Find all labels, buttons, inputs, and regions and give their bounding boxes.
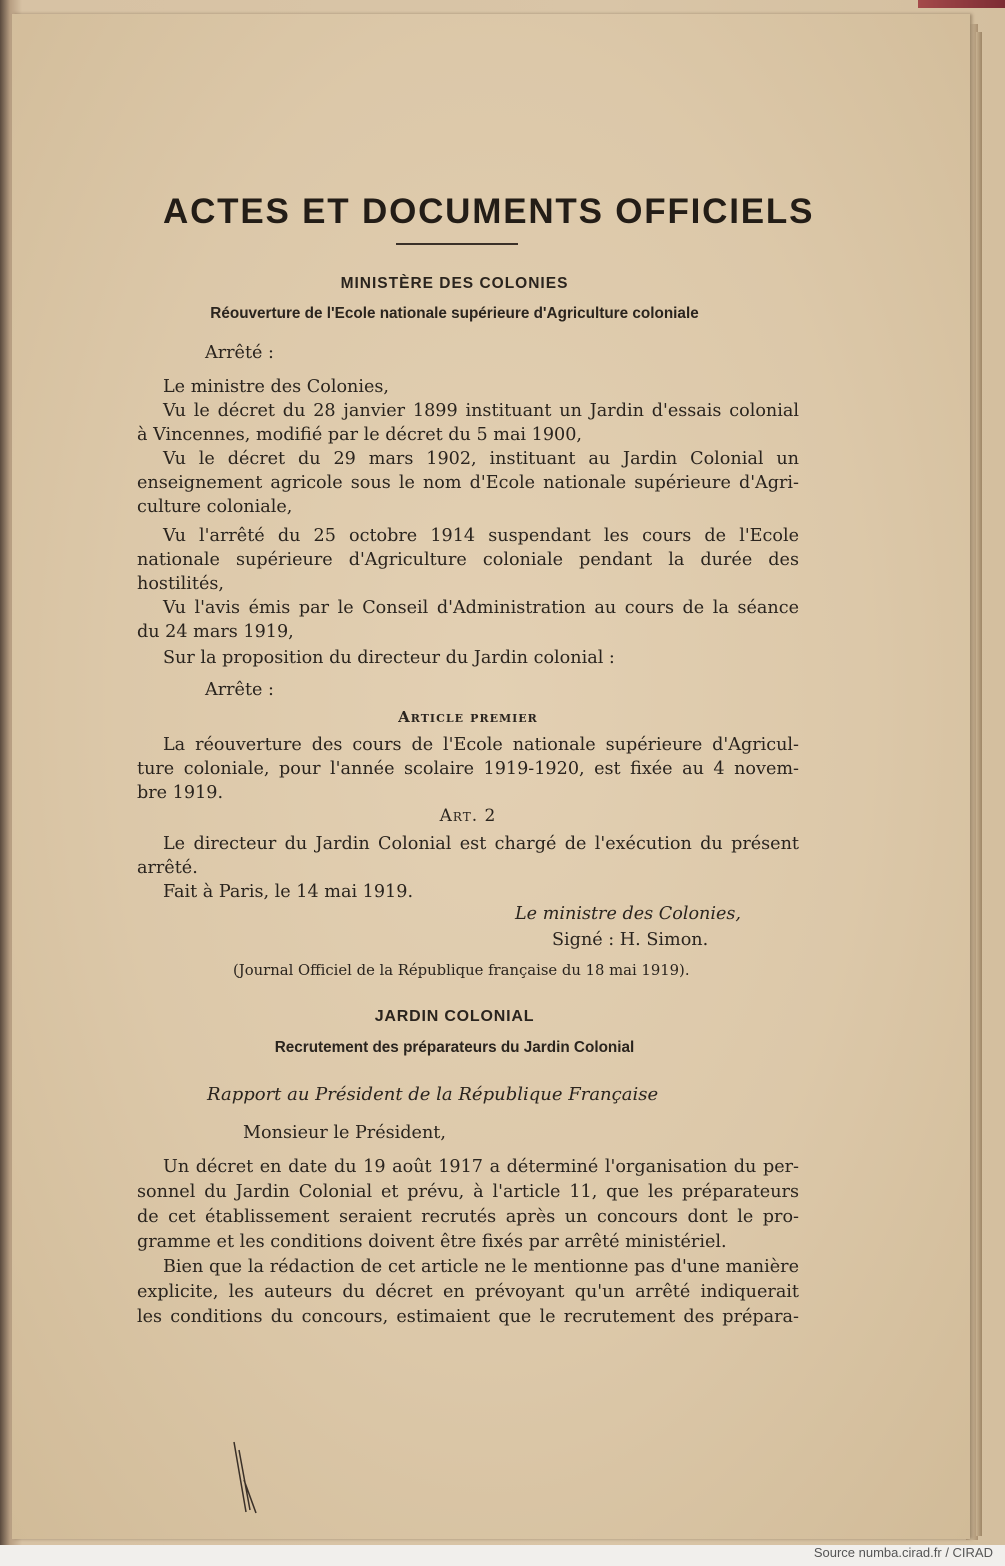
article-heading: Art. 2 — [439, 806, 497, 826]
text-line: culture coloniale, — [137, 497, 293, 517]
report-title: Rapport au Président de la République Française — [207, 1084, 659, 1105]
text-line: ture coloniale, pour l'année scolaire 1919-1920, est fixée au 4 novem- — [137, 759, 799, 779]
text-line: Sur la proposition du directeur du Jardin colonial : — [163, 648, 615, 668]
text-line: Vu l'arrêté du 25 octobre 1914 suspendant les cours de l'Ecole — [163, 526, 799, 546]
salutation: Monsieur le Président, — [243, 1123, 446, 1143]
section2-subheading: Recrutement des préparateurs du Jardin Colonial — [274, 1039, 635, 1056]
text-line: les conditions du concours, estimaient que le recrutement des prépara- — [137, 1307, 799, 1327]
signature: Signé : H. Simon. — [552, 930, 709, 950]
text-line: La réouverture des cours de l'Ecole nationale supérieure d'Agricul- — [163, 735, 799, 755]
text-line: bre 1919. — [137, 783, 224, 803]
text-line: de cet établissement seraient recrutés après un concours dont le pro- — [137, 1207, 799, 1227]
text-line: explicite, les auteurs du décret en prévoyant qu'un arrêté indiquerait — [137, 1282, 799, 1302]
date-line: Fait à Paris, le 14 mai 1919. — [163, 882, 414, 902]
text-line: Vu l'avis émis par le Conseil d'Administration au cours de la séance — [163, 598, 799, 618]
binding-mark — [918, 0, 1005, 8]
text-line: Le directeur du Jardin Colonial est chargé de l'exécution du présent — [163, 834, 799, 854]
page-edge-inner — [976, 32, 982, 1536]
source-credit: Source numba.cirad.fr / CIRAD — [813, 1545, 993, 1560]
arrete-label: Arrête : — [205, 680, 274, 700]
page-title: ACTES ET DOCUMENTS OFFICIELS — [163, 192, 815, 231]
article-heading: Article premier — [398, 708, 538, 726]
arrete-label: Arrêté : — [205, 343, 274, 363]
section1-heading: MINISTÈRE DES COLONIES — [340, 275, 569, 292]
signature-title: Le ministre des Colonies, — [515, 904, 742, 924]
text-line: à Vincennes, modifié par le décret du 5 mai 1900, — [137, 425, 583, 445]
pencil-mark — [232, 1440, 260, 1515]
text-line: Un décret en date du 19 août 1917 a déterminé l'organisation du per- — [163, 1157, 799, 1177]
title-rule — [396, 243, 518, 245]
section1-subheading: Réouverture de l'Ecole nationale supérieure d'Agriculture coloniale — [210, 305, 699, 322]
text-line: Vu le décret du 28 janvier 1899 instituant un Jardin d'essais colonial — [163, 401, 799, 421]
text-line: gramme et les conditions doivent être fixés par arrêté ministériel. — [137, 1232, 727, 1252]
text-line: arrêté. — [137, 858, 198, 878]
text-line: Bien que la rédaction de cet article ne le mentionne pas d'une manière — [163, 1257, 799, 1277]
text-line: hostilités, — [137, 574, 225, 594]
text-line: sonnel du Jardin Colonial et prévu, à l'article 11, que les préparateurs — [137, 1182, 799, 1202]
text-line: du 24 mars 1919, — [137, 622, 294, 642]
text-line: Le ministre des Colonies, — [163, 377, 390, 397]
text-line: Vu le décret du 29 mars 1902, instituant au Jardin Colonial un — [163, 449, 799, 469]
section2-heading: JARDIN COLONIAL — [374, 1008, 535, 1025]
text-line: enseignement agricole sous le nom d'Ecole nationale supérieure d'Agri- — [137, 473, 799, 493]
text-line: nationale supérieure d'Agriculture coloniale pendant la durée des — [137, 550, 799, 570]
journal-reference: (Journal Officiel de la République française du 18 mai 1919). — [233, 962, 690, 979]
